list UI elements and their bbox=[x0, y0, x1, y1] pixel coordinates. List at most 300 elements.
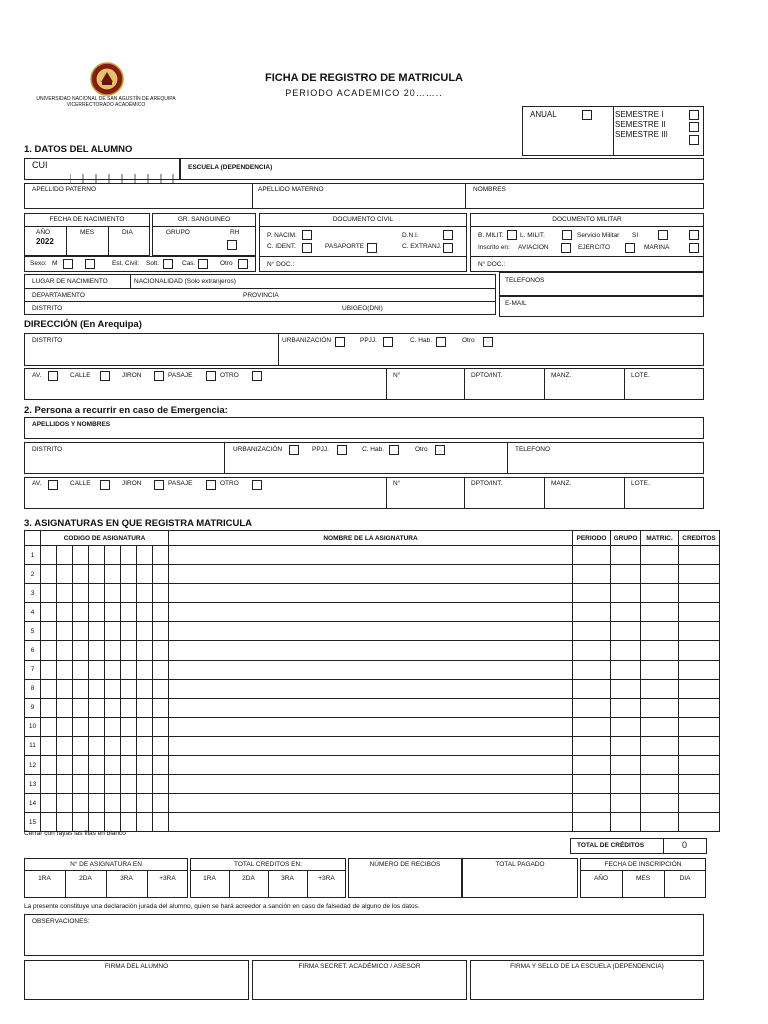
codigo-digit-cell[interactable] bbox=[57, 603, 73, 622]
codigo-digit-cell[interactable] bbox=[137, 794, 153, 813]
grupo-cell[interactable] bbox=[611, 546, 641, 565]
section1-title: 1. DATOS DEL ALUMNO bbox=[24, 144, 133, 155]
matric-cell[interactable] bbox=[641, 603, 679, 622]
creditos-cell[interactable] bbox=[679, 717, 720, 736]
subject-row bbox=[25, 736, 720, 755]
periodo-cell[interactable] bbox=[573, 584, 611, 603]
codigo-digit-cell[interactable] bbox=[57, 546, 73, 565]
est-civil-label: Est. Civil: bbox=[112, 260, 140, 267]
marina-label: MARINA bbox=[644, 244, 670, 251]
codigo-digit-cell[interactable] bbox=[89, 603, 105, 622]
aviacion-checkbox[interactable] bbox=[561, 243, 571, 253]
codigo-digit-cell[interactable] bbox=[89, 660, 105, 679]
matric-cell[interactable] bbox=[641, 698, 679, 717]
matric-cell[interactable] bbox=[641, 546, 679, 565]
codigo-digit-cell[interactable] bbox=[73, 546, 89, 565]
codigo-digit-cell[interactable] bbox=[137, 546, 153, 565]
periodo-cell[interactable] bbox=[573, 698, 611, 717]
matric-cell[interactable] bbox=[641, 641, 679, 660]
creditos-cell[interactable] bbox=[679, 565, 720, 584]
periodo-cell[interactable] bbox=[573, 813, 611, 832]
codigo-digit-cell[interactable] bbox=[89, 756, 105, 775]
codigo-digit-cell[interactable] bbox=[41, 565, 57, 584]
codigo-digit-cell[interactable] bbox=[73, 584, 89, 603]
codigo-digit-cell[interactable] bbox=[73, 775, 89, 794]
codigo-digit-cell[interactable] bbox=[153, 717, 169, 736]
dni-label: D.N.I. bbox=[402, 232, 419, 239]
codigo-digit-cell[interactable] bbox=[73, 603, 89, 622]
codigo-digit-cell[interactable] bbox=[153, 584, 169, 603]
grupo-cell[interactable] bbox=[611, 736, 641, 755]
codigo-digit-cell[interactable] bbox=[121, 546, 137, 565]
subject-row bbox=[25, 565, 720, 584]
codigo-digit-cell[interactable] bbox=[41, 698, 57, 717]
dir-ppjj-checkbox[interactable] bbox=[383, 337, 393, 347]
matric-cell[interactable] bbox=[641, 717, 679, 736]
codigo-digit-cell[interactable] bbox=[73, 717, 89, 736]
codigo-header: CODIGO DE ASIGNATURA bbox=[41, 531, 169, 546]
codigo-digit-cell[interactable] bbox=[105, 698, 121, 717]
creditos-cell[interactable] bbox=[679, 603, 720, 622]
codigo-digit-cell[interactable] bbox=[89, 584, 105, 603]
observaciones-label: OBSERVACIONES: bbox=[32, 918, 90, 925]
mes-label: MES bbox=[80, 229, 95, 236]
grupo-sanguineo-label: GR. SANGUINEO bbox=[177, 216, 231, 223]
matric-cell[interactable] bbox=[641, 660, 679, 679]
nombre-cell[interactable] bbox=[169, 660, 573, 679]
codigo-digit-cell[interactable] bbox=[121, 775, 137, 794]
no-checkbox[interactable] bbox=[689, 230, 699, 240]
periodo-cell[interactable] bbox=[573, 717, 611, 736]
section3-title: 3. ASIGNATURAS EN QUE REGISTRA MATRICULA bbox=[24, 518, 253, 529]
creditos-cell[interactable] bbox=[679, 813, 720, 832]
grupo-cell[interactable] bbox=[611, 717, 641, 736]
codigo-digit-cell[interactable] bbox=[137, 622, 153, 641]
cui-label: CUI bbox=[32, 160, 48, 170]
subject-row-number: 15 bbox=[25, 813, 41, 832]
codigo-digit-cell[interactable] bbox=[57, 584, 73, 603]
email-field[interactable] bbox=[499, 296, 704, 317]
subject-row-number: 9 bbox=[25, 698, 41, 717]
grupo-cell[interactable] bbox=[611, 813, 641, 832]
form-title: FICHA DE REGISTRO DE MATRICULA bbox=[265, 72, 463, 84]
subject-row-number: 11 bbox=[25, 736, 41, 755]
codigo-digit-cell[interactable] bbox=[57, 756, 73, 775]
creditos-cell[interactable] bbox=[679, 546, 720, 565]
sexo-label: Sexo: bbox=[30, 260, 47, 267]
codigo-digit-cell[interactable] bbox=[137, 736, 153, 755]
sexo-m-label: M bbox=[52, 260, 58, 267]
dir-calle-checkbox[interactable] bbox=[100, 371, 110, 381]
codigo-digit-cell[interactable] bbox=[121, 565, 137, 584]
em-av-checkbox[interactable] bbox=[48, 480, 58, 490]
dir-av-label: AV. bbox=[32, 372, 42, 379]
dir-ppjj-label: PPJJ. bbox=[360, 337, 377, 344]
aviacion-label: AVIACION bbox=[518, 244, 549, 251]
codigo-digit-cell[interactable] bbox=[41, 546, 57, 565]
codigo-digit-cell[interactable] bbox=[41, 641, 57, 660]
codigo-digit-cell[interactable] bbox=[57, 641, 73, 660]
tc-2da: 2DA bbox=[242, 875, 255, 882]
c-ident-checkbox[interactable] bbox=[302, 243, 312, 253]
codigo-digit-cell[interactable] bbox=[41, 584, 57, 603]
codigo-digit-cell[interactable] bbox=[153, 641, 169, 660]
codigo-digit-cell[interactable] bbox=[153, 736, 169, 755]
codigo-digit-cell[interactable] bbox=[41, 794, 57, 813]
em-jiron-label: JIRON bbox=[122, 480, 142, 487]
period-label: PERIODO ACADEMICO 20…….. bbox=[285, 88, 443, 98]
dir-pasaje-checkbox[interactable] bbox=[206, 371, 216, 381]
dir-jiron-checkbox[interactable] bbox=[154, 371, 164, 381]
codigo-digit-cell[interactable] bbox=[153, 794, 169, 813]
em-ppjj-checkbox[interactable] bbox=[337, 445, 347, 455]
codigo-digit-cell[interactable] bbox=[41, 603, 57, 622]
anio-value[interactable]: 2022 bbox=[36, 237, 54, 246]
em-pasaje-label: PASAJE bbox=[168, 480, 193, 487]
codigo-digit-cell[interactable] bbox=[121, 622, 137, 641]
dir-av-checkbox[interactable] bbox=[48, 371, 58, 381]
nombre-cell[interactable] bbox=[169, 584, 573, 603]
codigo-digit-cell[interactable] bbox=[41, 660, 57, 679]
matric-cell[interactable] bbox=[641, 622, 679, 641]
grupo-cell[interactable] bbox=[611, 641, 641, 660]
n-asig-1ra: 1RA bbox=[38, 875, 51, 882]
semestre3-checkbox[interactable] bbox=[689, 135, 699, 145]
total-creditos-value: 0 bbox=[682, 840, 688, 850]
codigo-digit-cell[interactable] bbox=[89, 679, 105, 698]
codigo-digit-cell[interactable] bbox=[73, 794, 89, 813]
nombre-cell[interactable] bbox=[169, 679, 573, 698]
codigo-digit-cell[interactable] bbox=[153, 775, 169, 794]
grupo-header: GRUPO bbox=[611, 531, 641, 546]
b-milit-checkbox[interactable] bbox=[507, 230, 517, 240]
nombre-cell[interactable] bbox=[169, 641, 573, 660]
matric-cell[interactable] bbox=[641, 565, 679, 584]
codigo-digit-cell[interactable] bbox=[73, 622, 89, 641]
codigo-digit-cell[interactable] bbox=[137, 584, 153, 603]
codigo-digit-cell[interactable] bbox=[41, 717, 57, 736]
solt-checkbox[interactable] bbox=[163, 259, 173, 269]
creditos-cell[interactable] bbox=[679, 660, 720, 679]
codigo-digit-cell[interactable] bbox=[57, 775, 73, 794]
codigo-digit-cell[interactable] bbox=[105, 641, 121, 660]
periodo-cell[interactable] bbox=[573, 660, 611, 679]
codigo-digit-cell[interactable] bbox=[121, 794, 137, 813]
codigo-digit-cell[interactable] bbox=[137, 698, 153, 717]
codigo-digit-cell[interactable] bbox=[137, 660, 153, 679]
nombre-cell[interactable] bbox=[169, 603, 573, 622]
codigo-digit-cell[interactable] bbox=[105, 756, 121, 775]
creditos-cell[interactable] bbox=[679, 775, 720, 794]
nombre-cell[interactable] bbox=[169, 546, 573, 565]
grupo-cell[interactable] bbox=[611, 794, 641, 813]
em-chab-label: C. Hab. bbox=[362, 446, 385, 453]
rh-checkbox[interactable] bbox=[227, 240, 237, 250]
grupo-cell[interactable] bbox=[611, 679, 641, 698]
codigo-digit-cell[interactable] bbox=[57, 717, 73, 736]
matric-cell[interactable] bbox=[641, 775, 679, 794]
creditos-cell[interactable] bbox=[679, 641, 720, 660]
creditos-cell[interactable] bbox=[679, 584, 720, 603]
em-chab-checkbox[interactable] bbox=[389, 445, 399, 455]
codigo-digit-cell[interactable] bbox=[57, 794, 73, 813]
codigo-digit-cell[interactable] bbox=[121, 717, 137, 736]
creditos-cell[interactable] bbox=[679, 756, 720, 775]
periodo-cell[interactable] bbox=[573, 622, 611, 641]
codigo-digit-cell[interactable] bbox=[121, 679, 137, 698]
periodo-cell[interactable] bbox=[573, 736, 611, 755]
codigo-digit-cell[interactable] bbox=[105, 603, 121, 622]
si-checkbox[interactable] bbox=[658, 230, 668, 240]
codigo-digit-cell[interactable] bbox=[41, 775, 57, 794]
codigo-digit-cell[interactable] bbox=[57, 565, 73, 584]
l-milit-checkbox[interactable] bbox=[562, 230, 572, 240]
dir-otro-label: Otro bbox=[462, 337, 475, 344]
matric-header: MATRIC. bbox=[641, 531, 679, 546]
grupo-cell[interactable] bbox=[611, 622, 641, 641]
nombre-cell[interactable] bbox=[169, 775, 573, 794]
dir-dpto-label: DPTO/INT. bbox=[471, 372, 503, 379]
codigo-digit-cell[interactable] bbox=[137, 679, 153, 698]
codigo-digit-cell[interactable] bbox=[89, 794, 105, 813]
matric-cell[interactable] bbox=[641, 584, 679, 603]
pasaporte-checkbox[interactable] bbox=[367, 243, 377, 253]
periodo-cell[interactable] bbox=[573, 756, 611, 775]
codigo-digit-cell[interactable] bbox=[153, 622, 169, 641]
codigo-digit-cell[interactable] bbox=[137, 565, 153, 584]
matric-cell[interactable] bbox=[641, 794, 679, 813]
periodo-cell[interactable] bbox=[573, 565, 611, 584]
codigo-digit-cell[interactable] bbox=[89, 698, 105, 717]
periodo-cell[interactable] bbox=[573, 603, 611, 622]
creditos-cell[interactable] bbox=[679, 698, 720, 717]
firma-alumno-label: FIRMA DEL ALUMNO bbox=[104, 963, 169, 970]
codigo-digit-cell[interactable] bbox=[57, 698, 73, 717]
subject-row bbox=[25, 679, 720, 698]
codigo-digit-cell[interactable] bbox=[153, 698, 169, 717]
grupo-cell[interactable] bbox=[611, 660, 641, 679]
apellido-materno-label: APELLIDO MATERNO bbox=[258, 186, 324, 193]
codigo-digit-cell[interactable] bbox=[73, 660, 89, 679]
matric-cell[interactable] bbox=[641, 813, 679, 832]
nombre-cell[interactable] bbox=[169, 717, 573, 736]
codigo-digit-cell[interactable] bbox=[73, 641, 89, 660]
dir-otro-checkbox[interactable] bbox=[483, 337, 493, 347]
codigo-digit-cell[interactable] bbox=[105, 736, 121, 755]
codigo-digit-cell[interactable] bbox=[41, 756, 57, 775]
codigo-digit-cell[interactable] bbox=[137, 641, 153, 660]
nombre-cell[interactable] bbox=[169, 813, 573, 832]
codigo-digit-cell[interactable] bbox=[121, 698, 137, 717]
c-extran-checkbox[interactable] bbox=[443, 243, 453, 253]
creditos-cell[interactable] bbox=[679, 794, 720, 813]
cas-checkbox[interactable] bbox=[198, 259, 208, 269]
periodo-header: PERIODO bbox=[573, 531, 611, 546]
codigo-digit-cell[interactable] bbox=[57, 660, 73, 679]
codigo-digit-cell[interactable] bbox=[137, 813, 153, 832]
grupo-cell[interactable] bbox=[611, 584, 641, 603]
p-nacim-label: P. NACIM. bbox=[267, 232, 297, 239]
university-name: UNIVERSIDAD NACIONAL DE SAN AGUSTÍN DE AREQUIPA bbox=[36, 96, 176, 102]
matric-cell[interactable] bbox=[641, 756, 679, 775]
codigo-digit-cell[interactable] bbox=[121, 756, 137, 775]
subject-row-number: 5 bbox=[25, 622, 41, 641]
codigo-digit-cell[interactable] bbox=[89, 775, 105, 794]
codigo-digit-cell[interactable] bbox=[105, 660, 121, 679]
periodo-cell[interactable] bbox=[573, 641, 611, 660]
fecha-nacimiento-label: FECHA DE NACIMIENTO bbox=[49, 216, 125, 223]
codigo-digit-cell[interactable] bbox=[105, 717, 121, 736]
dni-checkbox[interactable] bbox=[443, 230, 453, 240]
grupo-cell[interactable] bbox=[611, 603, 641, 622]
codigo-digit-cell[interactable] bbox=[137, 756, 153, 775]
subject-row bbox=[25, 660, 720, 679]
matric-cell[interactable] bbox=[641, 736, 679, 755]
codigo-digit-cell[interactable] bbox=[105, 546, 121, 565]
pasaporte-label: PASAPORTE bbox=[325, 243, 365, 250]
codigo-digit-cell[interactable] bbox=[57, 622, 73, 641]
em-jiron-checkbox[interactable] bbox=[154, 480, 164, 490]
ejercito-checkbox[interactable] bbox=[625, 243, 635, 253]
fi-anio: AÑO bbox=[593, 875, 609, 882]
codigo-digit-cell[interactable] bbox=[153, 679, 169, 698]
nombre-cell[interactable] bbox=[169, 736, 573, 755]
cerrar-note: Cerrar con rayas las filas en blanco bbox=[24, 830, 126, 837]
emergencia-nombres-field[interactable] bbox=[24, 417, 704, 439]
creditos-cell[interactable] bbox=[679, 622, 720, 641]
em-otro2-label: OTRO bbox=[220, 480, 239, 487]
codigo-digit-cell[interactable] bbox=[89, 565, 105, 584]
codigo-digit-cell[interactable] bbox=[73, 565, 89, 584]
codigo-digit-cell[interactable] bbox=[57, 736, 73, 755]
semestre1-checkbox[interactable] bbox=[689, 110, 699, 120]
codigo-digit-cell[interactable] bbox=[105, 794, 121, 813]
periodo-cell[interactable] bbox=[573, 679, 611, 698]
codigo-digit-cell[interactable] bbox=[73, 679, 89, 698]
em-urbanizacion-checkbox[interactable] bbox=[289, 445, 299, 455]
ejercito-label: EJERCITO bbox=[578, 244, 611, 251]
codigo-digit-cell[interactable] bbox=[105, 622, 121, 641]
codigo-digit-cell[interactable] bbox=[89, 717, 105, 736]
codigo-digit-cell[interactable] bbox=[73, 756, 89, 775]
codigo-digit-cell[interactable] bbox=[137, 775, 153, 794]
codigo-digit-cell[interactable] bbox=[121, 660, 137, 679]
codigo-digit-cell[interactable] bbox=[89, 546, 105, 565]
codigo-digit-cell[interactable] bbox=[105, 565, 121, 584]
codigo-digit-cell[interactable] bbox=[153, 756, 169, 775]
creditos-cell[interactable] bbox=[679, 679, 720, 698]
codigo-digit-cell[interactable] bbox=[153, 813, 169, 832]
sexo-m-checkbox[interactable] bbox=[63, 259, 73, 269]
marina-checkbox[interactable] bbox=[689, 243, 699, 253]
codigo-digit-cell[interactable] bbox=[73, 736, 89, 755]
c-extran-label: C. EXTRANJ. bbox=[402, 243, 442, 250]
nombre-cell[interactable] bbox=[169, 565, 573, 584]
solt-label: Solt. bbox=[146, 260, 160, 267]
codigo-digit-cell[interactable] bbox=[153, 660, 169, 679]
vicerrectorado-name: VICERRECTORADO ACADÉMICO bbox=[66, 102, 146, 108]
em-calle-checkbox[interactable] bbox=[100, 480, 110, 490]
grupo-cell[interactable] bbox=[611, 698, 641, 717]
dir-urbanizacion-checkbox[interactable] bbox=[335, 337, 345, 347]
periodo-cell[interactable] bbox=[573, 794, 611, 813]
em-pasaje-checkbox[interactable] bbox=[206, 480, 216, 490]
sexo-f-checkbox[interactable] bbox=[85, 259, 95, 269]
codigo-digit-cell[interactable] bbox=[153, 603, 169, 622]
anual-label: ANUAL bbox=[530, 110, 557, 119]
nombre-cell[interactable] bbox=[169, 756, 573, 775]
semestre2-checkbox[interactable] bbox=[689, 122, 699, 132]
matric-cell[interactable] bbox=[641, 679, 679, 698]
telefonos-field[interactable] bbox=[499, 272, 704, 296]
codigo-digit-cell[interactable] bbox=[105, 775, 121, 794]
em-otro-checkbox[interactable] bbox=[435, 445, 445, 455]
dir-otro2-checkbox[interactable] bbox=[252, 371, 262, 381]
codigo-digit-cell[interactable] bbox=[121, 641, 137, 660]
cui-ticks bbox=[70, 170, 174, 179]
codigo-digit-cell[interactable] bbox=[41, 736, 57, 755]
grupo-cell[interactable] bbox=[611, 775, 641, 794]
otro-civil-checkbox[interactable] bbox=[238, 259, 248, 269]
codigo-digit-cell[interactable] bbox=[73, 698, 89, 717]
codigo-digit-cell[interactable] bbox=[121, 603, 137, 622]
codigo-digit-cell[interactable] bbox=[41, 679, 57, 698]
periodo-cell[interactable] bbox=[573, 775, 611, 794]
codigo-digit-cell[interactable] bbox=[105, 584, 121, 603]
nombre-cell[interactable] bbox=[169, 794, 573, 813]
codigo-digit-cell[interactable] bbox=[121, 736, 137, 755]
nombre-header: NOMBRE DE LA ASIGNATURA bbox=[169, 531, 573, 546]
subject-row bbox=[25, 813, 720, 832]
subject-row-number: 4 bbox=[25, 603, 41, 622]
dir-chab-checkbox[interactable] bbox=[436, 337, 446, 347]
subject-row bbox=[25, 794, 720, 813]
codigo-digit-cell[interactable] bbox=[121, 584, 137, 603]
p-nacim-checkbox[interactable] bbox=[302, 230, 312, 240]
observaciones-field[interactable] bbox=[24, 914, 704, 956]
codigo-digit-cell[interactable] bbox=[137, 717, 153, 736]
codigo-digit-cell[interactable] bbox=[105, 679, 121, 698]
grupo-cell[interactable] bbox=[611, 756, 641, 775]
codigo-digit-cell[interactable] bbox=[137, 603, 153, 622]
codigo-digit-cell[interactable] bbox=[153, 565, 169, 584]
codigo-digit-cell[interactable] bbox=[57, 679, 73, 698]
anual-checkbox[interactable] bbox=[582, 110, 592, 120]
codigo-digit-cell[interactable] bbox=[89, 622, 105, 641]
grupo-label: GRUPO bbox=[166, 229, 190, 236]
nombre-cell[interactable] bbox=[169, 622, 573, 641]
creditos-cell[interactable] bbox=[679, 736, 720, 755]
nombre-cell[interactable] bbox=[169, 698, 573, 717]
codigo-digit-cell[interactable] bbox=[89, 736, 105, 755]
subject-row-number: 3 bbox=[25, 584, 41, 603]
grupo-cell[interactable] bbox=[611, 565, 641, 584]
em-otro2-checkbox[interactable] bbox=[252, 480, 262, 490]
subject-row-number: 6 bbox=[25, 641, 41, 660]
total-creditos-label: TOTAL DE CRÉDITOS bbox=[577, 842, 645, 849]
dir-calle-label: CALLE bbox=[70, 372, 91, 379]
codigo-digit-cell[interactable] bbox=[41, 622, 57, 641]
si-label: SI bbox=[632, 232, 639, 239]
distrito-nac-label: DISTRITO bbox=[32, 305, 63, 312]
codigo-digit-cell[interactable] bbox=[153, 546, 169, 565]
subject-row bbox=[25, 756, 720, 775]
subject-row bbox=[25, 775, 720, 794]
periodo-cell[interactable] bbox=[573, 546, 611, 565]
direccion-title: DIRECCIÓN (En Arequipa) bbox=[24, 319, 142, 330]
codigo-digit-cell[interactable] bbox=[89, 641, 105, 660]
em-lote-label: LOTE. bbox=[631, 480, 650, 487]
